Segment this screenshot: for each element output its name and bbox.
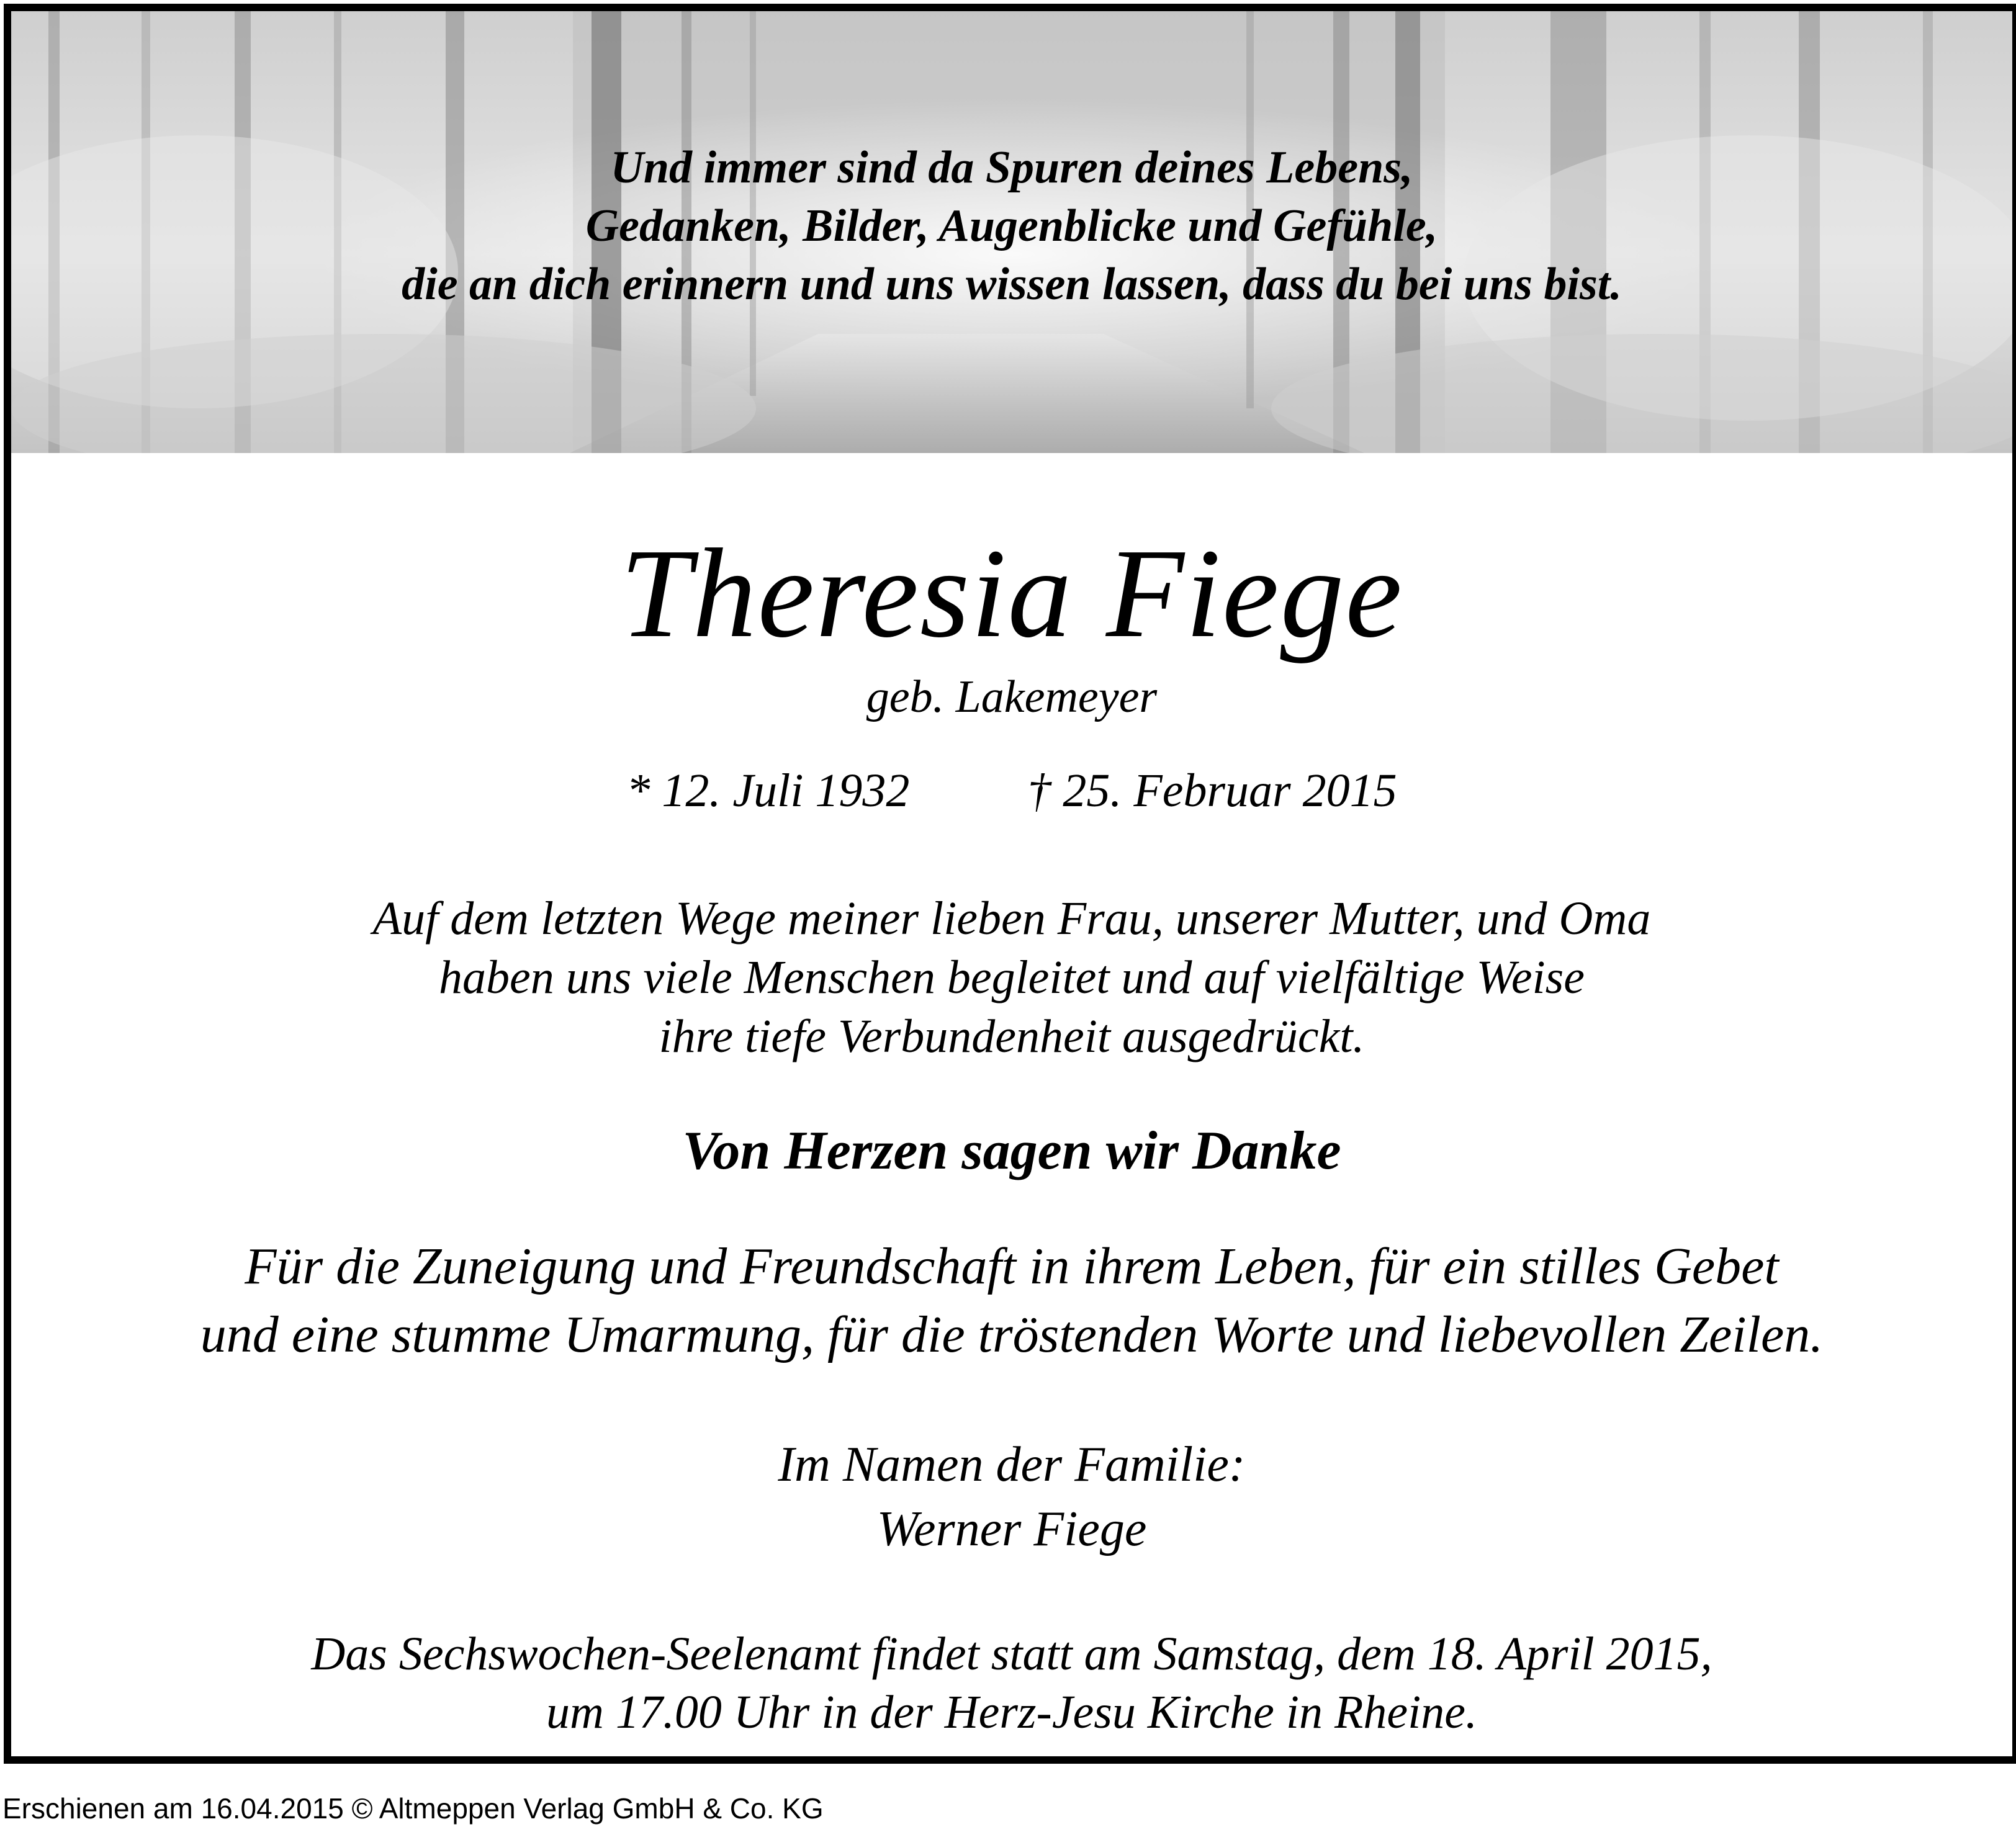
family-signature <box>11 1432 2012 1561</box>
birth-date: * 12. Juli 1932 <box>626 765 910 817</box>
signature-name: Werner Fiege <box>876 1502 1147 1556</box>
deceased-name: Theresia Fiege <box>620 522 1403 664</box>
intro-line: haben uns viele Menschen begleitet und auf vielfältige Weise <box>439 951 1585 1004</box>
motto-line: die an dich erinnern und uns wissen lassen, dass du bei uns bist. <box>402 259 1622 310</box>
service-notice <box>11 1625 2012 1741</box>
gratitude-line: und eine stumme Umarmung, für die tröstenden Worte und liebevollen Zeilen. <box>200 1306 1824 1363</box>
service-line: um 17.00 Uhr in der Herz-Jesu Kirche in Rheine. <box>546 1686 1478 1738</box>
intro-line: ihre tiefe Verbundenheit ausgedrückt. <box>659 1010 1365 1062</box>
intro-paragraph <box>11 889 2012 1066</box>
intro-line: Auf dem letzten Wege meiner lieben Frau, unserer Mutter, und Oma <box>372 892 1651 945</box>
life-dates <box>11 762 2012 819</box>
motto-verse <box>11 138 2012 313</box>
forest-banner <box>11 11 2012 453</box>
death-date: † 25. Februar 2015 <box>1027 765 1397 817</box>
service-line: Das Sechswochen-Seelenamt findet statt am Samstag, dem 18. April 2015, <box>311 1628 1712 1680</box>
gratitude-paragraph <box>11 1233 2012 1369</box>
motto-line: Gedanken, Bilder, Augenblicke und Gefühle, <box>585 200 1438 251</box>
thanks-heading: Von Herzen sagen wir Danke <box>682 1121 1341 1181</box>
maiden-name: geb. Lakemeyer <box>866 671 1158 722</box>
motto-line: Und immer sind da Spuren deines Lebens, <box>610 142 1413 193</box>
gratitude-line: Für die Zuneigung und Freundschaft in ihrem Leben, für ein stilles Gebet <box>245 1237 1779 1295</box>
obituary-frame <box>4 4 2016 1764</box>
publication-footer: Erschienen am 16.04.2015 © Altmeppen Verlag GmbH & Co. KG <box>2 1792 824 1825</box>
signature-line: Im Namen der Familie: <box>778 1437 1246 1492</box>
